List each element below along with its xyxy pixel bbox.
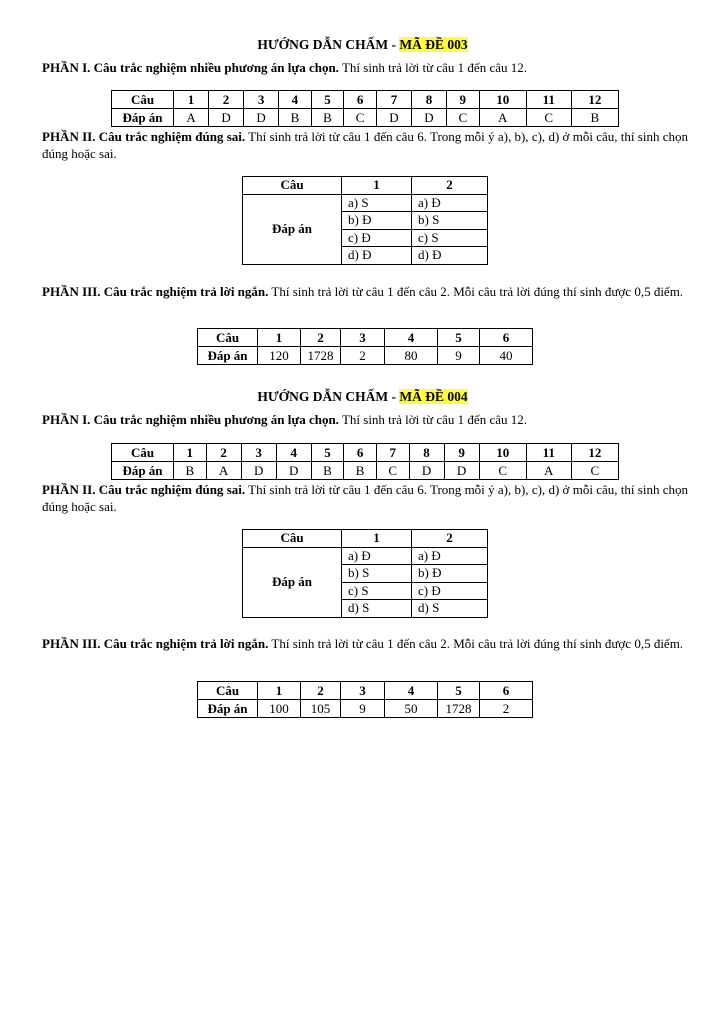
part2-heading: PHẦN II. Câu trắc nghiệm đúng sai. [42,482,246,497]
part2-answer-table [242,176,488,265]
question-number: 4 [276,444,311,462]
answer-cell: d) S [412,600,488,618]
part2-text: Thí sinh trả lời từ câu 1 đến câu 6. Trong mỗi ý a), b), c), d) ở mỗi câu, thí sinh chọn đúng hoặc sai. [42,482,688,514]
table-row [243,530,488,548]
answer-cell: c) S [342,582,412,600]
answer-cell: 2 [341,347,385,365]
table-row [198,700,533,718]
part3-instruction [42,283,688,300]
question-number: 1 [342,530,412,548]
question-number: 10 [479,444,526,462]
answer-cell: a) Đ [412,194,488,212]
part1-heading: PHẦN I. Câu trắc nghiệm nhiều phương án lựa chọn. [42,412,339,427]
question-number: 8 [409,444,444,462]
answer-cell: D [376,109,411,127]
answer-label-cell: Đáp án [112,462,174,480]
part1-answer-table [111,90,619,127]
part3-answer-table [197,328,533,365]
part3-heading: PHẦN III. Câu trắc nghiệm trả lời ngắn. [42,636,269,651]
answer-cell: 40 [480,347,533,365]
answer-cell: b) Đ [342,212,412,230]
answer-cell: b) S [412,212,488,230]
question-number: 4 [279,91,312,109]
question-number: 9 [446,91,479,109]
answer-cell: D [244,109,279,127]
question-number: 6 [480,682,533,700]
table-row [198,682,533,700]
question-number: 1 [258,329,301,347]
question-number: 5 [438,329,480,347]
table-header-cell: Câu [112,91,174,109]
question-number: 11 [526,91,571,109]
part3-instruction [42,635,688,652]
answer-cell: a) Đ [412,547,488,565]
answer-cell: 1728 [438,700,480,718]
part2-heading: PHẦN II. Câu trắc nghiệm đúng sai. [42,129,246,144]
question-number: 8 [411,91,446,109]
answer-cell: A [526,462,571,480]
answer-cell: D [276,462,311,480]
question-number: 7 [376,91,411,109]
part3-text: Thí sinh trả lời từ câu 1 đến câu 2. Mỗi câu trả lời đúng thí sinh được 0,5 điểm. [268,284,684,299]
table-header-cell: Câu [243,177,342,195]
table-row [243,194,488,212]
answer-cell: D [209,109,244,127]
answer-cell: 9 [438,347,480,365]
question-number: 2 [209,91,244,109]
table-header-cell: Câu [112,444,174,462]
answer-cell: 50 [385,700,438,718]
question-number: 2 [301,682,341,700]
section-title [0,37,725,53]
question-number: 1 [258,682,301,700]
part2-instruction [42,481,688,515]
answer-cell: d) S [342,600,412,618]
question-number: 1 [174,91,209,109]
answer-cell: c) S [412,229,488,247]
question-number: 7 [376,444,409,462]
part1-heading: PHẦN I. Câu trắc nghiệm nhiều phương án lựa chọn. [42,60,339,75]
answer-cell: b) S [342,565,412,583]
question-number: 6 [344,91,377,109]
table-row [112,91,619,109]
part1-text: Thí sinh trả lời từ câu 1 đến câu 12. [338,412,527,427]
question-number: 11 [526,444,571,462]
answer-label-cell: Đáp án [112,109,174,127]
answer-cell: c) Đ [412,582,488,600]
answer-cell: b) Đ [412,565,488,583]
answer-cell: B [344,462,377,480]
section-title [0,389,725,405]
part1-answer-table [111,443,619,480]
question-number: 10 [479,91,526,109]
question-number: 5 [311,444,344,462]
table-row [112,109,619,127]
answer-cell: d) Đ [412,247,488,265]
part3-text: Thí sinh trả lời từ câu 1 đến câu 2. Mỗi câu trả lời đúng thí sinh được 0,5 điểm. [268,636,684,651]
table-header-cell: Câu [198,329,258,347]
answer-cell: 120 [258,347,301,365]
table-row [243,547,488,565]
answer-label-cell: Đáp án [243,194,342,264]
answer-cell: C [376,462,409,480]
title-prefix: HƯỚNG DẪN CHẤM - [257,37,400,52]
question-number: 1 [342,177,412,195]
answer-cell: a) Đ [342,547,412,565]
answer-cell: A [174,109,209,127]
question-number: 9 [444,444,479,462]
question-number: 2 [412,530,488,548]
answer-cell: 9 [341,700,385,718]
question-number: 5 [311,91,344,109]
answer-cell: 100 [258,700,301,718]
table-header-cell: Câu [243,530,342,548]
answer-cell: C [479,462,526,480]
answer-cell: 2 [480,700,533,718]
question-number: 12 [571,91,618,109]
question-number: 6 [344,444,377,462]
question-number: 4 [385,329,438,347]
title-prefix: HƯỚNG DẪN CHẤM - [257,389,400,404]
question-number: 2 [412,177,488,195]
answer-label-cell: Đáp án [198,347,258,365]
question-number: 3 [241,444,276,462]
table-row [112,444,619,462]
exam-code-highlight: MÃ ĐỀ 004 [399,389,468,404]
answer-cell: B [279,109,312,127]
part2-answer-table [242,529,488,618]
answer-label-cell: Đáp án [243,547,342,617]
table-row [198,329,533,347]
table-row [198,347,533,365]
answer-label-cell: Đáp án [198,700,258,718]
table-row [243,177,488,195]
answer-cell: C [526,109,571,127]
part1-instruction [42,59,688,76]
question-number: 12 [571,444,618,462]
part2-text: Thí sinh trả lời từ câu 1 đến câu 6. Trong mỗi ý a), b), c), d) ở mỗi câu, thí sinh chọn đúng hoặc sai. [42,129,688,161]
question-number: 1 [174,444,207,462]
answer-cell: B [174,462,207,480]
answer-cell: A [479,109,526,127]
answer-cell: D [409,462,444,480]
question-number: 3 [341,329,385,347]
table-row [112,462,619,480]
answer-cell: d) Đ [342,247,412,265]
answer-cell: D [241,462,276,480]
answer-cell: c) Đ [342,229,412,247]
answer-cell: 1728 [301,347,341,365]
question-number: 6 [480,329,533,347]
answer-cell: a) S [342,194,412,212]
part2-instruction [42,128,688,162]
answer-cell: A [206,462,241,480]
part1-instruction [42,411,688,428]
question-number: 2 [301,329,341,347]
exam-code-highlight: MÃ ĐỀ 003 [399,37,468,52]
question-number: 4 [385,682,438,700]
table-header-cell: Câu [198,682,258,700]
question-number: 3 [244,91,279,109]
answer-cell: D [444,462,479,480]
question-number: 5 [438,682,480,700]
part1-text: Thí sinh trả lời từ câu 1 đến câu 12. [338,60,527,75]
part3-heading: PHẦN III. Câu trắc nghiệm trả lời ngắn. [42,284,269,299]
answer-cell: C [571,462,618,480]
answer-cell: 80 [385,347,438,365]
answer-cell: B [311,109,344,127]
answer-cell: C [344,109,377,127]
question-number: 3 [341,682,385,700]
answer-cell: 105 [301,700,341,718]
question-number: 2 [206,444,241,462]
answer-cell: B [571,109,618,127]
part3-answer-table [197,681,533,718]
answer-cell: B [311,462,344,480]
answer-cell: D [411,109,446,127]
answer-cell: C [446,109,479,127]
